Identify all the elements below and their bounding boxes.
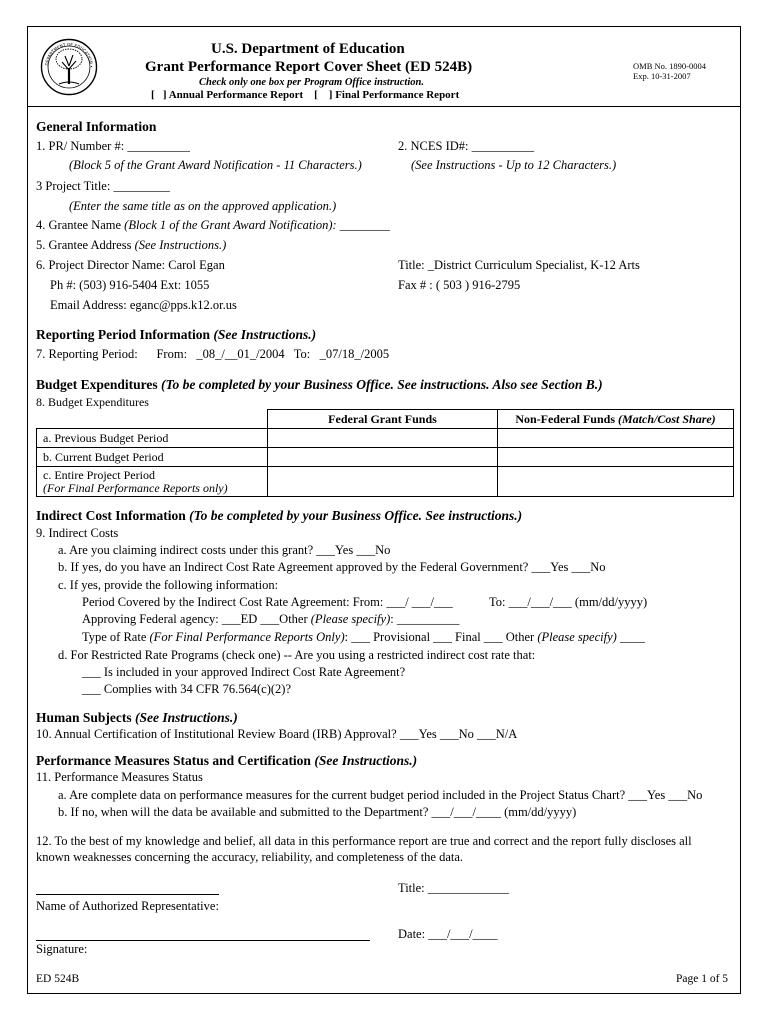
grantee-address-field[interactable]: 5. Grantee Address (See Instructions.) [36,238,227,252]
current-federal-cell[interactable] [268,448,498,467]
agency-name: U.S. Department of Education [211,41,405,57]
entire-federal-cell[interactable] [268,467,498,497]
svg-text:DEPARTMENT OF EDUCATION • UNIT: DEPARTMENT OF EDUCATION • [44,41,95,68]
approving-agency-field[interactable]: Approving Federal agency: ___ED ___Other (Please specify): __________ [82,612,460,626]
fax-field[interactable]: Fax # : ( 503 ) 916-2795 [398,278,521,292]
row-entire-project: c. Entire Project Period (For Final Performance Reports only) [37,467,268,497]
certification-line-2: known weaknesses concerning the accuracy, reliability, and completeness of the data. [36,850,464,864]
department-seal-icon [40,38,98,96]
project-title-field[interactable]: 3 Project Title: _________ [36,179,170,193]
table-row [37,467,734,497]
performance-question-a[interactable]: a. Are complete data on performance measures for the current budget period included in the Project Status Chart? ___Yes ___No [58,788,703,802]
indirect-question-c: c. If yes, provide the following information: [58,578,279,592]
title-field[interactable]: Title: _____________ [398,881,510,895]
header-divider [28,106,740,107]
nonfederal-funds-header: Non-Federal Funds (Match/Cost Share) [498,410,734,429]
box-instruction: Check only one box per Program Office instruction. [199,77,424,88]
indirect-question-d: d. For Restricted Rate Programs (check one) -- Are you using a restricted indirect cost rate that: [58,648,536,662]
indirect-cost-heading: Indirect Cost Information (To be completed by your Business Office. See instructions.) [36,508,523,523]
phone-field[interactable]: Ph #: (503) 916-5404 Ext: 1055 [50,278,210,292]
nces-id-hint: (See Instructions - Up to 12 Characters.) [411,158,617,172]
indirect-question-b[interactable]: b. If yes, do you have an Indirect Cost Rate Agreement approved by the Federal Government? ___Yes ___No [58,560,606,574]
email-field[interactable]: Email Address: eganc@pps.k12.or.us [50,298,237,312]
period-covered-field[interactable]: Period Covered by the Indirect Cost Rate Agreement: From: ___/ ___/___ [82,595,453,609]
rate-type-field[interactable]: Type of Rate (For Final Performance Reports Only): ___ Provisional ___ Final ___ Other (Please specify) ____ [82,630,645,644]
form-id: ED 524B [36,973,80,985]
general-info-heading: General Information [36,119,157,134]
table-row [37,429,734,448]
reporting-period-heading: Reporting Period Information (See Instructions.) [36,327,317,342]
human-subjects-heading: Human Subjects (See Instructions.) [36,710,238,725]
representative-name-label: Name of Authorized Representative: [36,899,219,913]
report-type-checkboxes[interactable]: [ ] Annual Performance Report [ ] Final Performance Report [151,89,460,101]
director-title-field[interactable]: Title: _District Curriculum Specialist, K-12 Arts [398,258,640,272]
budget-table [36,409,734,497]
performance-question-b[interactable]: b. If no, when will the data be available and submitted to the Department? ___/___/____ (mm/dd/yyyy) [58,805,577,819]
budget-corner [37,410,268,429]
federal-funds-header: Federal Grant Funds [268,410,498,429]
performance-heading: Performance Measures Status and Certification (See Instructions.) [36,753,418,768]
entire-nonfederal-cell[interactable] [498,467,734,497]
representative-name-line[interactable] [36,894,219,895]
budget-heading: Budget Expenditures (To be completed by your Business Office. See instructions. Also see Section B.) [36,377,603,392]
row-previous-budget: a. Previous Budget Period [37,429,268,448]
irb-approval-field[interactable]: 10. Annual Certification of Institutional Review Board (IRB) Approval? ___Yes ___No ___N/A [36,727,518,741]
row-current-budget: b. Current Budget Period [37,448,268,467]
restricted-option-1[interactable]: ___ Is included in your approved Indirect Cost Rate Agreement? [82,665,406,679]
date-field[interactable]: Date: ___/___/____ [398,927,498,941]
previous-federal-cell[interactable] [268,429,498,448]
table-row [37,448,734,467]
period-to-field[interactable]: To: ___/___/___ (mm/dd/yyyy) [489,595,648,609]
indirect-costs-label: 9. Indirect Costs [36,526,119,540]
page-number: Page 1 of 5 [676,973,729,985]
certification-line-1: 12. To the best of my knowledge and belief, all data in this performance report are true and correct and the report fully discloses all [36,834,692,848]
previous-nonfederal-cell[interactable] [498,429,734,448]
grantee-name-field[interactable]: 4. Grantee Name (Block 1 of the Grant Award Notification): ________ [36,218,390,232]
current-nonfederal-cell[interactable] [498,448,734,467]
omb-number: OMB No. 1890-0004 [633,61,706,71]
project-director-field[interactable]: 6. Project Director Name: Carol Egan [36,258,225,272]
signature-label: Signature: [36,942,88,956]
performance-status-label: 11. Performance Measures Status [36,770,203,784]
signature-line[interactable] [36,940,370,941]
nces-id-field[interactable]: 2. NCES ID#: __________ [398,139,535,153]
omb-expiration: Exp. 10-31-2007 [633,71,691,81]
project-title-hint: (Enter the same title as on the approved application.) [69,199,337,213]
reporting-period-field[interactable]: 7. Reporting Period: From: _08_/__01_/2004 To: _07/18_/2005 [36,347,390,361]
form-title: Grant Performance Report Cover Sheet (ED 524B) [145,59,473,75]
indirect-question-a[interactable]: a. Are you claiming indirect costs under this grant? ___Yes ___No [58,543,391,557]
budget-label: 8. Budget Expenditures [36,395,149,409]
pr-number-field[interactable]: 1. PR/ Number #: __________ [36,139,190,153]
pr-number-hint: (Block 5 of the Grant Award Notification - 11 Characters.) [69,158,362,172]
restricted-option-2[interactable]: ___ Complies with 34 CFR 76.564(c)(2)? [82,682,292,696]
